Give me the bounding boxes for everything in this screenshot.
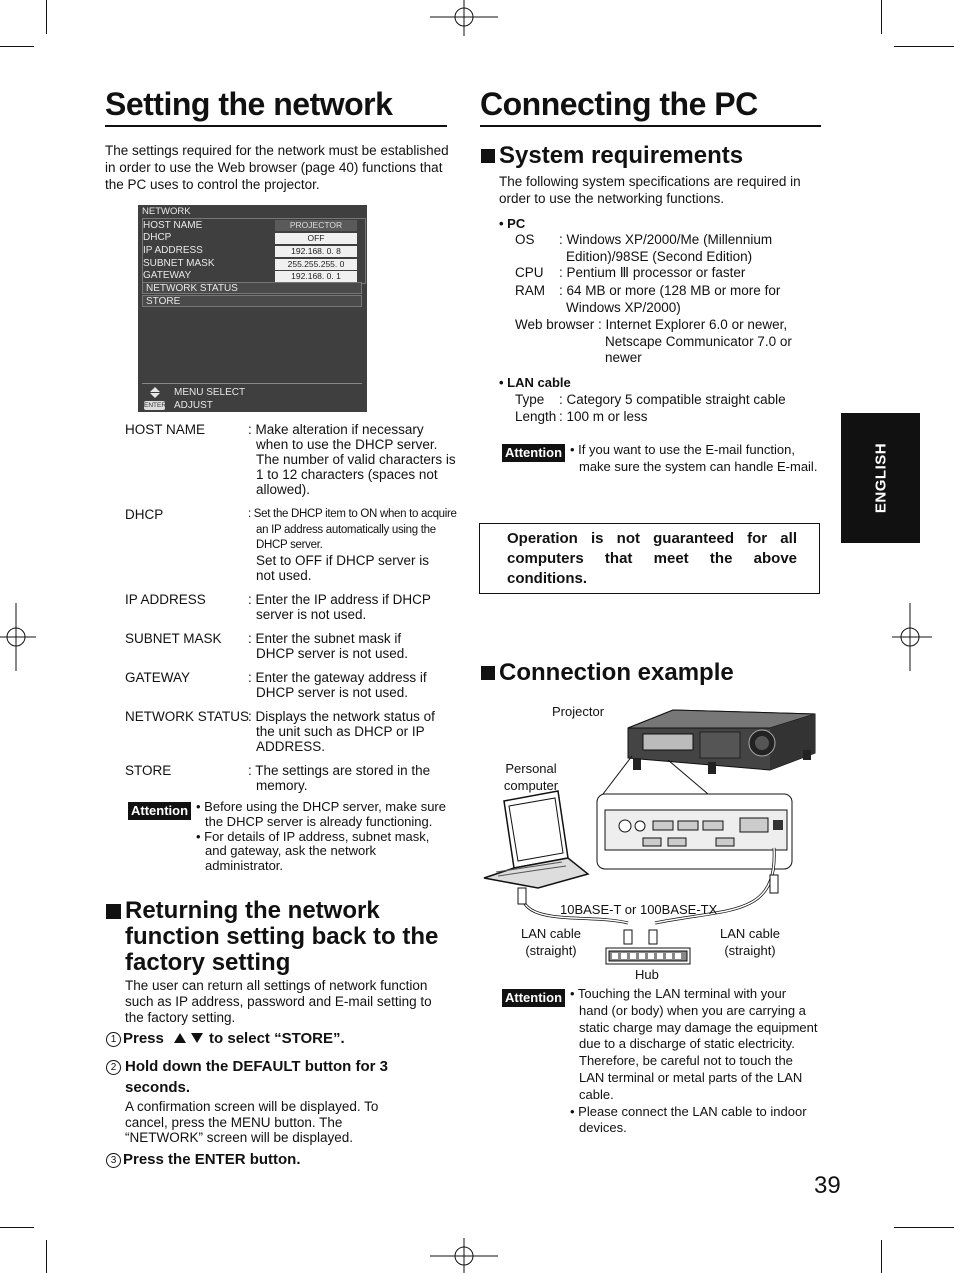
- registration-mark-bottom: [430, 1238, 498, 1273]
- conn-heading-square: [481, 666, 495, 680]
- step-number: 3: [106, 1153, 121, 1168]
- attention-badge: Attention: [502, 989, 565, 1007]
- crop-mark: [894, 46, 954, 47]
- spec-web-browser: Web browser : Internet Explorer 6.0 or newer, Netscape Communicator 7.0 or newer: [515, 317, 792, 365]
- language-tab: [841, 413, 920, 543]
- attention-item: • Before using the DHCP server, make sure the DHCP server is already functioning.: [196, 799, 446, 829]
- label-lan-cable-right: LAN cable (straight): [720, 926, 780, 958]
- menu-hint-adjust: ADJUST: [174, 400, 213, 411]
- menu-title: NETWORK: [142, 206, 191, 217]
- attention-item: • Touching the LAN terminal with your hand (or body) when you are carrying a static charge may damage the equipment due to a discharge of static electricity. Therefore, be careful not to touch the LAN terminal or metal parts of the LAN cable.: [570, 986, 818, 1102]
- menu-row-value: 192.168. 0. 1: [275, 271, 357, 282]
- step-2-note: A confirmation screen will be displayed. To cancel, press the MENU button. The “NETWORK” screen will be displayed.: [125, 1099, 379, 1145]
- attention-list: [196, 800, 446, 874]
- spec-cpu: CPU : Pentium Ⅲ processor or faster: [515, 265, 746, 280]
- term-subnet-mask: SUBNET MASK : Enter the subnet mask if DHCP server is not used.: [125, 631, 409, 661]
- down-arrow-icon: [191, 1033, 203, 1043]
- up-arrow-icon: [174, 1033, 186, 1043]
- reset-intro: The user can return all settings of network function such as IP address, password and E-mail setting to the factory setting.: [125, 978, 432, 1025]
- term-gateway: GATEWAY : Enter the gateway address if DHCP server is not used.: [125, 670, 427, 700]
- step-2-text: Hold down the DEFAULT button for 3 seconds.: [125, 1058, 389, 1096]
- crop-mark: [894, 1227, 954, 1228]
- registration-mark-right: [892, 603, 932, 671]
- hub-illustration: [606, 948, 690, 964]
- spec-os: OS : Windows XP/2000/Me (Millennium Edition)/98SE (Second Edition): [515, 232, 773, 264]
- menu-store: STORE: [142, 295, 362, 307]
- label-network-standard: 10BASE-T or 100BASE-TX: [560, 902, 718, 917]
- laptop-illustration: [484, 791, 588, 888]
- term-store: STORE : The settings are stored in the memory.: [125, 763, 431, 793]
- attention-email: • If you want to use the E-mail function, make sure the system can handle E-mail.: [570, 442, 818, 474]
- menu-row-label: HOST NAME: [143, 220, 203, 231]
- language-tab-label: ENGLISH: [872, 442, 889, 514]
- step-number: 1: [106, 1032, 121, 1047]
- label-hub: Hub: [635, 967, 659, 982]
- spec-ram: RAM : 64 MB or more (128 MB or more for Windows XP/2000): [515, 283, 781, 315]
- registration-mark-left: [0, 603, 36, 671]
- enter-key-icon: ENTER: [144, 402, 167, 409]
- title-rule-left: [105, 125, 447, 127]
- compatibility-notice: [479, 523, 820, 594]
- terminal-panel-illustration: [597, 756, 792, 869]
- menu-row-value: PROJECTOR: [275, 220, 357, 231]
- attention-badge: Attention: [128, 802, 191, 820]
- conn-heading: Connection example: [499, 659, 734, 686]
- notice-text: Operation is not guaranteed for all computers that meet the above conditions.: [507, 530, 797, 587]
- term-host-name: HOST NAME : Make alteration if necessary when to use the DHCP server. The number of valid characters is 1 to 12 characters (spaces not allowed).: [125, 422, 456, 497]
- step-1: 1 Press to select “STORE”.: [106, 1028, 451, 1049]
- reset-heading-square: [106, 904, 121, 919]
- menu-network-status: NETWORK STATUS: [142, 282, 362, 294]
- menu-row-value: OFF: [275, 233, 357, 244]
- sysreq-intro: The following system specifications are required in order to use the networking functions.: [499, 174, 801, 206]
- menu-row-label: IP ADDRESS: [143, 245, 203, 256]
- attention-item: • Please connect the LAN cable to indoor devices.: [570, 1103, 807, 1136]
- attention-badge: Attention: [502, 444, 565, 462]
- menu-row-label: SUBNET MASK: [143, 258, 215, 269]
- network-menu-screen: [138, 205, 367, 412]
- page-title-left: Setting the network: [105, 86, 393, 122]
- term-network-status: NETWORK STATUS : Displays the network status of the unit such as DHCP or IP ADDRESS.: [125, 709, 435, 754]
- registration-mark-top: [430, 0, 498, 36]
- attention-static-list: [570, 986, 818, 1137]
- menu-row-value: 192.168. 0. 8: [275, 246, 357, 257]
- page-number: 39: [814, 1172, 841, 1199]
- term-ip-address: IP ADDRESS : Enter the IP address if DHCP server is not used.: [125, 592, 431, 622]
- sysreq-heading: System requirements: [499, 142, 744, 169]
- step-3: 3 Press the ENTER button.: [106, 1149, 436, 1170]
- spec-lan-type: Type : Category 5 compatible straight cable: [515, 392, 786, 407]
- label-projector: Projector: [552, 704, 605, 719]
- menu-row-value: 255.255.255. 0: [275, 259, 357, 270]
- crop-mark: [0, 46, 34, 47]
- term-dhcp: DHCP : Set the DHCP item to ON when to acquire an IP address automatically using the DHCP server. Set to OFF if DHCP server is not used.: [125, 507, 457, 583]
- crop-mark: [46, 0, 47, 34]
- sysreq-heading-square: [481, 149, 495, 163]
- up-down-arrows-icon: [150, 387, 160, 398]
- label-lan-cable-left: LAN cable (straight): [521, 926, 581, 958]
- crop-mark: [881, 0, 882, 34]
- crop-mark: [881, 1240, 882, 1273]
- network-intro: The settings required for the network must be established in order to use the Web browser (page 40) functions that the PC uses to control the projector.: [105, 143, 449, 192]
- pc-label: • PC: [499, 216, 526, 231]
- title-rule-right: [480, 125, 821, 127]
- attention-item: • For details of IP address, subnet mask, and gateway, ask the network administrator.: [196, 828, 430, 874]
- menu-hint-select: MENU SELECT: [174, 387, 246, 398]
- lan-label: • LAN cable: [499, 375, 571, 390]
- step-number: 2: [106, 1060, 121, 1075]
- crop-mark: [46, 1240, 47, 1273]
- spec-lan-length: Length : 100 m or less: [515, 409, 648, 424]
- menu-row-label: DHCP: [143, 232, 172, 243]
- menu-row-label: GATEWAY: [143, 270, 192, 281]
- page-title-right: Connecting the PC: [480, 86, 758, 122]
- label-personal-computer: Personal computer: [503, 761, 559, 793]
- menu-hint-rule: [142, 383, 362, 384]
- crop-mark: [0, 1227, 34, 1228]
- projector-illustration: [628, 710, 815, 774]
- reset-heading: Returning the network function setting back to the factory setting: [125, 897, 439, 976]
